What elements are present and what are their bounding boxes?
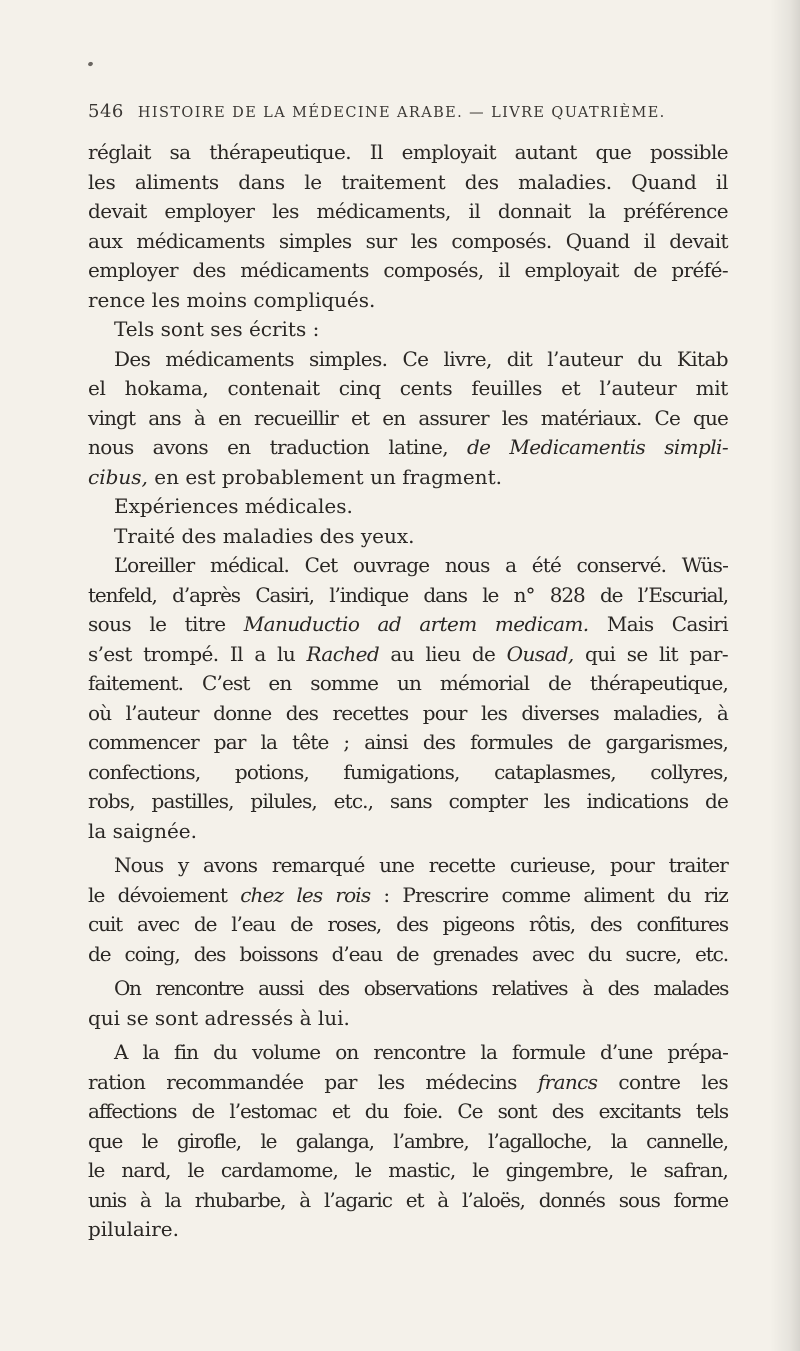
italic-title: cibus, <box>88 464 148 489</box>
text-line: aux médicaments simples sur les composés. Quand il devait <box>88 228 728 253</box>
text-line: devait employer les médicaments, il donnait la préférence <box>88 199 728 223</box>
text-line: cuit avec de l’eau de roses, des pigeons rôtis, des confitures <box>88 912 728 936</box>
text-line: de coing, des boissons d’eau de grenades avec du sucre, etc. <box>88 941 728 966</box>
text-line: tenfeld, d’après Casiri, l’indique dans le n° 828 de l’Escurial, <box>88 582 728 607</box>
text-line: A la fin du volume on rencontre la formule d’une prépa- <box>114 1040 728 1064</box>
italic-name: Rached <box>306 641 380 666</box>
text-line: unis à la rhubarbe, à l’agaric et à l’aloës, donnés sous forme <box>88 1187 728 1212</box>
text-line: Tels sont ses écrits : <box>114 317 320 341</box>
text-line <box>88 640 728 670</box>
text-line: les aliments dans le traitement des maladies. Quand il <box>88 169 728 194</box>
text-line: le nard, le cardamome, le mastic, le gingembre, le safran, <box>88 1158 728 1182</box>
text-line: Nous y avons remarqué une recette curieuse, pour traiter <box>114 853 728 877</box>
text-line: Des médicaments simples. Ce livre, dit l’auteur du Kitab <box>114 346 728 371</box>
text-run: s’est trompé. Il a lu <box>88 641 307 666</box>
text-line: la saignée. <box>88 818 197 843</box>
text-line: confections, potions, fumigations, cataplasmes, collyres, <box>88 759 728 784</box>
text-line: où l’auteur donne des recettes pour les diverses maladies, à <box>88 700 728 725</box>
text-line: faitement. C’est en somme un mémorial de thérapeutique, <box>88 671 728 695</box>
text-line: réglait sa thérapeutique. Il employait autant que possible <box>88 140 728 164</box>
italic-title: Manuductio ad artem medicam. <box>243 612 589 636</box>
running-head: HISTOIRE DE LA MÉDECINE ARABE. — LIVRE QUATRIÈME. <box>137 105 666 121</box>
italic-phrase: chez les rois <box>240 882 371 907</box>
text-line: vingt ans à en recueillir et en assurer les matériaux. Ce que <box>88 405 728 430</box>
text-run: qui se lit par- <box>573 641 728 666</box>
text-line: pilulaire. <box>88 1217 179 1241</box>
text-run: contre les <box>597 1069 729 1094</box>
text-run: nous avons en traduction latine, <box>88 435 467 459</box>
text-run: : Prescrire comme aliment du riz <box>370 882 728 907</box>
page-header <box>88 101 728 125</box>
text-line: el hokama, contenait cinq cents feuilles et l’auteur mit <box>88 376 728 400</box>
text-run: le dévoiement <box>88 882 241 907</box>
text-line: L’oreiller médical. Cet ouvrage nous a été conservé. Wüs- <box>114 553 728 577</box>
text-line: On rencontre aussi des observations relatives à des malades <box>114 976 728 1000</box>
text-line <box>88 433 728 463</box>
text-run: Mais Casiri <box>588 612 728 636</box>
italic-title: de Medicamentis simpli- <box>466 435 728 459</box>
text-run: ration recommandée par les médecins <box>88 1069 538 1094</box>
text-line <box>88 610 728 640</box>
italic-name: Ousad, <box>506 641 574 666</box>
text-line: Expériences médicales. <box>114 494 353 518</box>
text-line: affections de l’estomac et du foie. Ce sont des excitants tels <box>88 1099 728 1123</box>
text-line <box>88 463 728 493</box>
text-line <box>88 1068 728 1098</box>
text-run: sous le titre <box>88 612 244 636</box>
text-run: en est probablement un fragment. <box>147 464 502 489</box>
text-line: que le girofle, le galanga, l’ambre, l’agalloche, la cannelle, <box>88 1128 728 1153</box>
text-run: au lieu de <box>379 641 507 666</box>
ink-speck <box>87 61 93 67</box>
page-number: 546 <box>88 101 124 122</box>
text-line: employer des médicaments composés, il employait de préfé- <box>88 258 728 282</box>
italic-word: francs <box>537 1069 598 1094</box>
text-line <box>88 881 728 911</box>
body-text <box>88 138 728 1245</box>
text-line: rence les moins compliqués. <box>88 287 376 312</box>
text-line: Traité des maladies des yeux. <box>114 523 415 548</box>
text-line: commencer par la tête ; ainsi des formules de gargarismes, <box>88 730 728 754</box>
text-line: qui se sont adressés à lui. <box>88 1005 350 1030</box>
text-line: robs, pastilles, pilules, etc., sans compter les indications de <box>88 789 728 813</box>
